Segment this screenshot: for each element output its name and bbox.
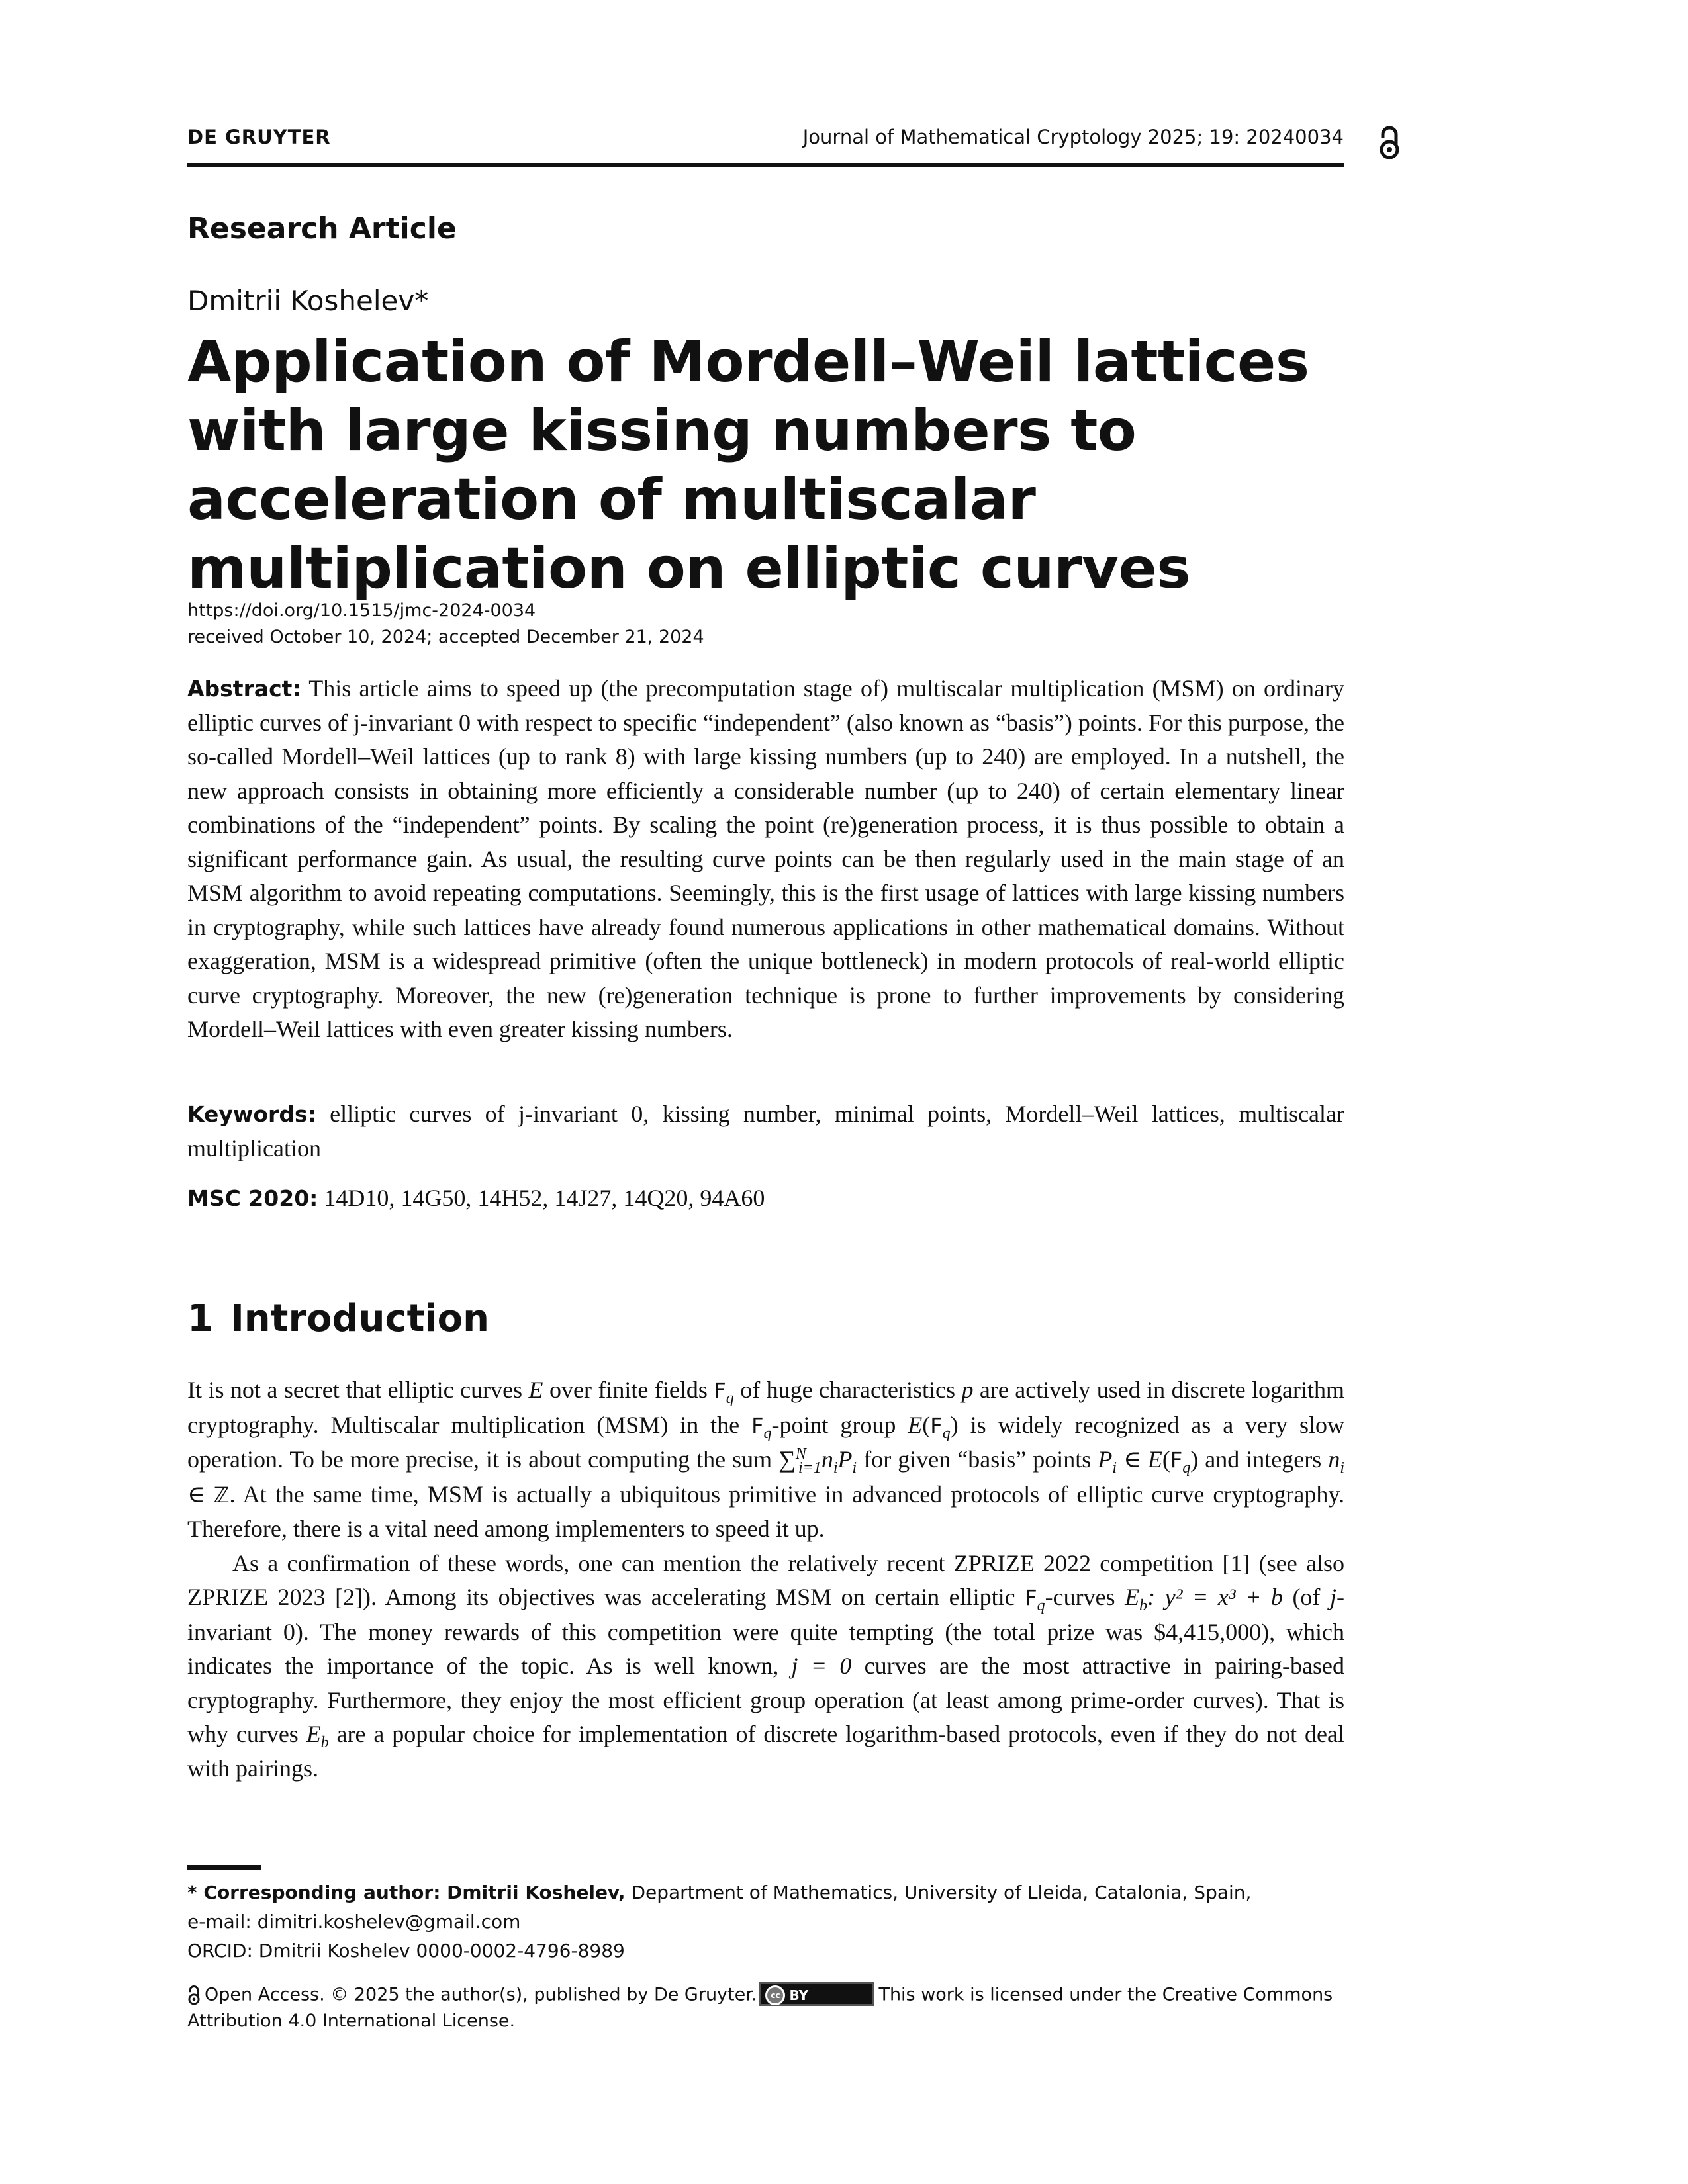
corresponding-author: * Corresponding author: Dmitrii Koshelev, Department of Mathematics, University of Lleida, Catalonia, Spain, bbox=[187, 1882, 1252, 1903]
abstract-label: Abstract: bbox=[187, 676, 301, 702]
article-type: Research Article bbox=[187, 212, 457, 246]
keywords-label: Keywords: bbox=[187, 1101, 316, 1127]
footnote-rule bbox=[187, 1865, 261, 1870]
footnotes bbox=[187, 1878, 1251, 1966]
paragraph: As a confirmation of these words, one can mention the relatively recent ZPRIZE 2022 competition [1] (see also ZPRIZE 2023 [2]). Among its objectives was accelerating MSM on certain elliptic $F_q$-curves $E_b$: y² = x³ + b (of j-invariant 0). The money rewards of this competition were quite tempting (the total prize was $4,415,000), which indicates the importance of the topic. As is well known, j = 0 curves are the most attractive in pairing-based cryptography. Furthermore, they enjoy the most efficient group operation (at least among prime-order curves). That is why curves $E_b$ are a popular choice for implementation of discrete logarithm-based protocols, even if they do not deal with pairings. bbox=[187, 1549, 1345, 1782]
publisher-name: DE GRUYTER bbox=[187, 126, 331, 148]
author-email[interactable]: e-mail: dimitri.koshelev@gmail.com bbox=[187, 1911, 521, 1933]
cc-by-badge[interactable] bbox=[759, 1982, 874, 2006]
section-heading bbox=[187, 1297, 489, 1340]
doi-link[interactable]: https://doi.org/10.1515/jmc-2024-0034 bbox=[187, 600, 536, 621]
section-title: Introduction bbox=[230, 1297, 489, 1340]
by-label: BY bbox=[789, 1987, 809, 2003]
license-text: This work is licensed under the Creative Commons Attribution 4.0 International License. bbox=[187, 1984, 1333, 2031]
msc-label: MSC 2020: bbox=[187, 1185, 318, 1211]
license-notice bbox=[187, 1982, 1352, 2034]
open-access-icon bbox=[1378, 126, 1401, 160]
keywords bbox=[187, 1097, 1344, 1165]
abstract bbox=[187, 672, 1344, 1047]
abstract-text: This article aims to speed up (the precomputation stage of) multiscalar multiplication (MSM) on ordinary elliptic curves of j-invariant 0 with respect to specific “independent” (also known as “basis”) points. For this purpose, the so-called Mordell–Weil lattices (up to rank 8) with large kissing numbers (up to 240) are employed. In a nutshell, the new approach consists in obtaining more efficiently a considerable number (up to 240) of certain elementary linear combinations of the “independent” points. By scaling the point (re)generation process, it is thus possible to obtain a significant performance gain. As usual, the resulting curve points can be then regularly used in the main stage of an MSM algorithm to avoid repeating computations. Seemingly, this is the first usage of lattices with large kissing numbers in cryptography, while such lattices have already found numerous applications in other mathematical domains. Without exaggeration, MSM is a widespread primitive (often the unique bottleneck) in modern protocols of real-world elliptic curve cryptography. Moreover, the new (re)generation technique is prone to further improvements by considering Mordell–Weil lattices with even greater kissing numbers. bbox=[187, 675, 1344, 1042]
author-orcid[interactable]: ORCID: Dmitrii Koshelev 0000-0002-4796-8989 bbox=[187, 1940, 625, 1962]
section-number: 1 bbox=[187, 1297, 213, 1340]
paragraph: It is not a secret that elliptic curves E over finite fields $F_q$ of huge characteristics p are actively used in discrete logarithm cryptography. Multiscalar multiplication (MSM) in the $F_q$-point group $E(F_q)$ is widely recognized as a very slow operation. To be more precise, it is about computing the sum $\sum^N_{i=1}n_iP_i$ for given “basis” points $P_i$ ∈ $E(F_q)$ and integers $n_i$ ∈ ℤ. At the same time, MSM is actually a ubiquitous primitive in advanced protocols of elliptic curve cryptography. Therefore, there is a vital need among implementers to speed it up. bbox=[187, 1377, 1345, 1542]
author-name: Dmitrii Koshelev* bbox=[187, 285, 429, 317]
article-dates: received October 10, 2024; accepted December 21, 2024 bbox=[187, 627, 704, 647]
article-title: Application of Mordell–Weil lattices with large kissing numbers to acceleration of multiscalar multiplication on elliptic curves bbox=[187, 329, 1309, 602]
license-prefix: Open Access. © 2025 the author(s), published by De Gruyter. bbox=[205, 1984, 757, 2005]
header-rule bbox=[187, 163, 1344, 167]
msc-text: 14D10, 14G50, 14H52, 14J27, 14Q20, 94A60 bbox=[324, 1185, 765, 1211]
open-access-icon bbox=[187, 1985, 201, 2006]
msc-codes bbox=[187, 1181, 1344, 1216]
journal-citation: Journal of Mathematical Cryptology 2025; 19: 20240034 bbox=[802, 126, 1344, 148]
cc-icon: cc bbox=[765, 1985, 785, 2005]
keywords-text: elliptic curves of j-invariant 0, kissing number, minimal points, Mordell–Weil lattices, multiscalar multiplication bbox=[187, 1101, 1345, 1161]
article-meta bbox=[187, 598, 704, 651]
introduction-body bbox=[187, 1373, 1344, 1786]
